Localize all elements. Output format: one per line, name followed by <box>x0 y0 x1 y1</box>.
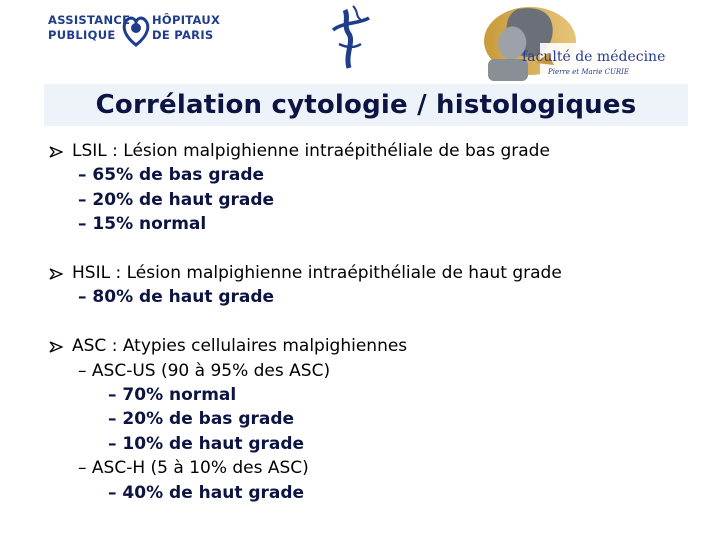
spacer <box>48 310 708 334</box>
bullet-asc-text: ASC : Atypies cellulaires malpighiennes <box>72 336 408 357</box>
asc-h-label: – ASC-H (5 à 10% des ASC) <box>78 458 309 479</box>
list-item: – 65% de bas grade <box>78 165 265 186</box>
list-item: – 80% de haut grade <box>78 287 275 308</box>
bullet-hsil-text: HSIL : Lésion malpighienne intraépithéliale de haut grade <box>72 263 562 284</box>
slide-title: Corrélation cytologie / histologiques <box>95 90 637 120</box>
faculty-logo <box>482 5 687 83</box>
stylized-figure-icon <box>325 4 375 76</box>
faculty-logo-name: faculté de médecine <box>522 49 666 65</box>
list-item: – 40% de haut grade <box>108 482 305 503</box>
title-band <box>44 84 688 126</box>
list-item: – 20% de bas grade <box>108 409 295 430</box>
bullet-asc <box>48 334 708 358</box>
list-item: – 20% de haut grade <box>78 189 275 210</box>
asc-us-label: – ASC-US (90 à 95% des ASC) <box>78 360 331 381</box>
bullet-lsil <box>48 139 708 163</box>
bullet-hsil <box>48 261 708 285</box>
heart-icon <box>120 12 152 48</box>
ap-hp-logo-text-4: DE PARIS <box>152 28 214 42</box>
faculty-logo-subtitle: Pierre et Marie CURIE <box>548 68 630 76</box>
list-item: – 15% normal <box>78 214 207 235</box>
ap-hp-logo-text-3: HÔPITAUX <box>152 13 221 27</box>
list-item: – 70% normal <box>108 385 237 406</box>
bullet-lsil-text: LSIL : Lésion malpighienne intraépithéliale de bas grade <box>72 141 550 161</box>
ap-hp-logo-text-1: ASSISTANCE <box>48 13 131 27</box>
spacer <box>48 237 708 261</box>
ap-hp-logo <box>48 12 226 52</box>
list-item: – 10% de haut grade <box>108 433 305 454</box>
slide-content <box>48 139 708 505</box>
ap-hp-logo-text-2: PUBLIQUE <box>48 28 116 42</box>
